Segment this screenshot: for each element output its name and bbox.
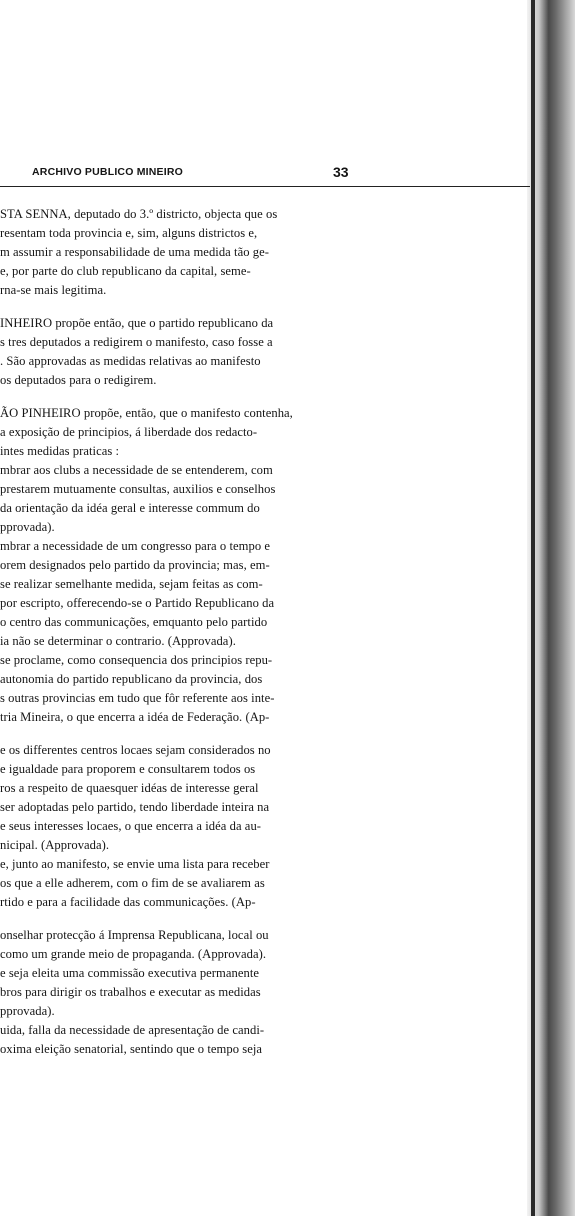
paragraph [0,205,525,300]
text-line: s outras provincias em tudo que fôr referente aos inte- [0,691,275,705]
text-line: prestarem mutuamente consultas, auxilios e conselhos [0,482,276,496]
text-line: e seus interesses locaes, o que encerra a idéa da au- [0,819,262,833]
text-line: e os differentes centros locaes sejam considerados no [0,743,271,757]
page-header [0,166,530,187]
page-number: 33 [333,164,349,180]
text-line: os que a elle adherem, com o fim de se avaliarem as [0,876,265,890]
text-line: e, por parte do club republicano da capital, seme- [0,264,251,278]
text-line: intes medidas praticas : [0,444,120,458]
text-line: uida, falla da necessidade de apresentação de candi- [0,1023,265,1037]
text-line: por escripto, offerecendo-se o Partido Republicano da [0,596,275,610]
text-line: o centro das communicações, emquanto pelo partido [0,615,268,629]
text-line: e seja eleita uma commissão executiva permanente [0,966,260,980]
text-line: ser adoptadas pelo partido, tendo liberdade inteira na [0,800,270,814]
text-line: ros a respeito de quaesquer idéas de interesse geral [0,781,259,795]
body-text [0,205,525,1073]
text-line: mbrar aos clubs a necessidade de se entenderem, com [0,463,273,477]
page-shadow-line [531,0,535,1216]
text-line: ÃO PINHEIRO propõe, então, que o manifesto contenha, [0,406,293,420]
text-line: pprovada). [0,1004,55,1018]
text-line: oxima eleição senatorial, sentindo que o tempo seja [0,1042,263,1056]
text-line: s tres deputados a redigirem o manifesto, caso fosse a [0,335,273,349]
text-line: mbrar a necessidade de um congresso para o tempo e [0,539,271,553]
text-line: ia não se determinar o contrario. (Approvada). [0,634,236,648]
text-line: tria Mineira, o que encerra a idéa de Federação. (Ap- [0,710,270,724]
running-head: ARCHIVO PUBLICO MINEIRO [32,166,184,178]
text-line: e, junto ao manifesto, se envie uma lista para receber [0,857,270,871]
text-line: STA SENNA, deputado do 3.º districto, objecta que os [0,207,278,221]
text-line: se proclame, como consequencia dos principios repu- [0,653,273,667]
text-line: bros para dirigir os trabalhos e executar as medidas [0,985,261,999]
text-line: m assumir a responsabilidade de uma medida tão ge- [0,245,269,259]
text-line: nicipal. (Approvada). [0,838,110,852]
text-line: rna-se mais legitima. [0,283,107,297]
text-line: resentam toda provincia e, sim, alguns districtos e, [0,226,258,240]
paragraph [0,314,525,390]
text-line: . São approvadas as medidas relativas ao manifesto [0,354,261,368]
paragraph [0,741,525,912]
text-line: onselhar protecção á Imprensa Republicana, local ou [0,928,269,942]
text-line: rtido e para a facilidade das communicações. (Ap- [0,895,256,909]
text-line: da orientação da idéa geral e interesse commum do [0,501,260,515]
paragraph [0,926,525,1059]
text-line: autonomia do partido republicano da provincia, dos [0,672,263,686]
text-line: se realizar semelhante medida, sejam feitas as com- [0,577,263,591]
text-line: pprovada). [0,520,55,534]
text-line: a exposição de principios, á liberdade dos redacto- [0,425,258,439]
text-line: os deputados para o redigirem. [0,373,157,387]
text-line: INHEIRO propõe então, que o partido republicano da [0,316,274,330]
text-line: orem designados pelo partido da provincia; mas, em- [0,558,270,572]
text-line: como um grande meio de propaganda. (Approvada). [0,947,267,961]
paragraph [0,404,525,727]
text-line: e igualdade para proporem e consultarem todos os [0,762,256,776]
